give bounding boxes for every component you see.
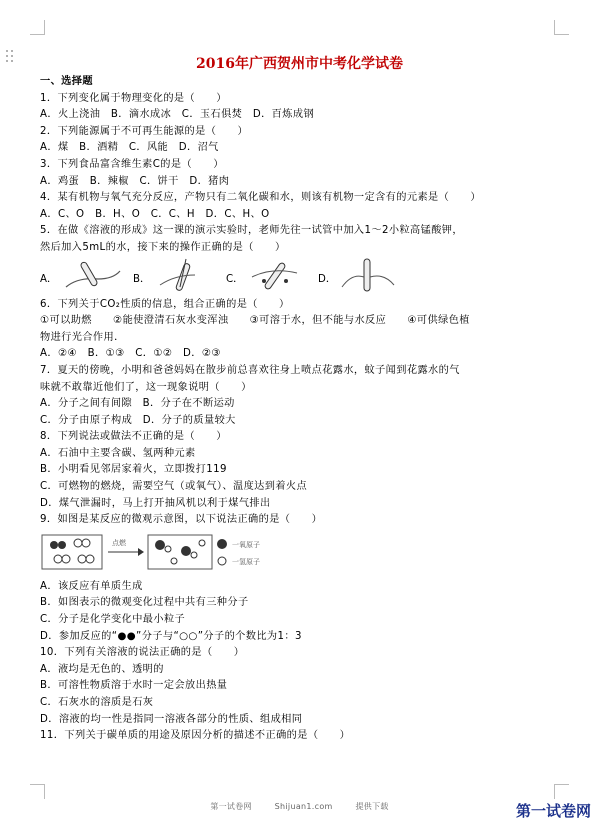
text-line: A．鸡蛋 B．辣椒 C．饼干 D．猪肉 — [40, 175, 230, 187]
questions-6-9 — [40, 297, 565, 529]
molecule-diagram — [40, 529, 370, 577]
q5-option-label: C． — [226, 273, 244, 285]
corner-mark-bottom-left — [30, 784, 45, 799]
text-line: ①可以助燃 ②能使澄清石灰水变浑浊 ③可溶于水，但不能与水反应 ④可供绿色植 — [40, 315, 470, 327]
q5-option-label: D． — [318, 273, 337, 285]
text-line: 味就不敢靠近他们了，这一现象说明（ ） — [40, 381, 252, 393]
section-heading: 一、选择题 — [40, 76, 93, 87]
text-line: 然后加入5mL的水，接下来的操作正确的是（ ） — [40, 241, 286, 253]
q9-reaction-figure — [40, 529, 565, 579]
corner-mark-top-left — [30, 20, 45, 35]
footer-site-name: 第一试卷网 — [210, 802, 252, 811]
text-line: 物进行光合作用． — [40, 331, 125, 343]
footer-site-url[interactable]: Shijuan1.com — [274, 802, 333, 811]
text-line: C．石灰水的溶质是石灰 — [40, 697, 154, 708]
text-line: C．分子由原子构成 D．分子的质量较大 — [40, 414, 236, 426]
text-line: 6．下列关于CO₂性质的信息，组合正确的是（ ） — [40, 298, 290, 310]
text-line: 10．下列有关溶液的说法正确的是（ ） — [40, 647, 245, 659]
q5-option-label: A． — [40, 273, 58, 285]
text-line: 11．下列关于碳单质的用途及原因分析的描述不正确的是（ ） — [40, 730, 351, 742]
text-line: B．可溶性物质溶于水时一定会放出热量 — [40, 680, 228, 692]
text-line: D．参加反应的“●●”分子与“○○”分子的个数比为1：3 — [40, 630, 302, 642]
text-line: B．如图表示的微观变化过程中共有三种分子 — [40, 597, 249, 609]
text-line: 2．下列能源属于不可再生能源的是（ ） — [40, 125, 249, 137]
footer-download-note: 提供下载 — [355, 802, 389, 811]
text-line: A．C、O B．H、O C．C、H D．C、H、O — [40, 208, 270, 220]
questions-1-5 — [40, 91, 565, 257]
test-tube-swirl-figure — [242, 257, 312, 295]
text-line: A．②④ B．①③ C．①② D．②③ — [40, 348, 221, 360]
text-line: A．煤 B．酒精 C．风能 D．沼气 — [40, 142, 219, 154]
corner-mark-top-right — [554, 20, 569, 35]
document-body — [40, 74, 565, 745]
arrow-label: 点燃 — [112, 538, 126, 547]
test-tube-stir-figure — [150, 257, 220, 295]
text-line: 4．某有机物与氧气充分反应，产物只有二氧化碳和水，则该有机物一定含有的元素是（ ） — [40, 192, 481, 204]
text-line: D．溶液的均一性是指同一溶液各部分的性质、组成相同 — [40, 713, 303, 725]
legend-oxygen: 一氧原子 — [232, 540, 260, 549]
brand-logo: 第一试卷网 — [515, 802, 591, 820]
text-line: A．液均是无色的、透明的 — [40, 663, 164, 675]
text-line: A．分子之间有间隙 B．分子在不断运动 — [40, 398, 235, 410]
corner-mark-bottom-right — [554, 784, 569, 799]
legend-hydrogen: 一氢原子 — [232, 557, 260, 566]
q5-options-figures — [40, 257, 565, 297]
text-line: C．分子是化学变化中最小粒子 — [40, 614, 186, 626]
questions-9-11 — [40, 579, 565, 745]
text-line: 5．在做《溶液的形成》这一课的演示实验时，老师先往一试管中加入1～2小粒高锰酸钾， — [40, 225, 463, 237]
page-footer — [0, 801, 599, 812]
text-line: C．可燃物的燃烧，需要空气（或氧气）、温度达到着火点 — [40, 481, 308, 493]
text-line: 9．如图是某反应的微观示意图，以下说法正确的是（ ） — [40, 514, 323, 526]
text-line: A．石油中主要含碳、氢两种元素 — [40, 447, 196, 459]
test-tube-shake-figure — [58, 257, 128, 295]
text-line: A．火上浇油 B．滴水成冰 C．玉石俱焚 D．百炼成钢 — [40, 109, 315, 121]
test-tube-upright-figure — [334, 257, 404, 295]
text-line: B．小明看见邻居家着火，立即拨打119 — [40, 464, 227, 476]
text-line: D．煤气泄漏时，马上打开抽风机以利于煤气排出 — [40, 497, 271, 509]
text-line: 3．下列食品富含维生素C的是（ ） — [40, 158, 224, 170]
text-line: 1．下列变化属于物理变化的是（ ） — [40, 92, 227, 104]
text-line: A．该反应有单质生成 — [40, 580, 143, 592]
q5-option-label: B． — [133, 273, 151, 285]
text-line: 7．夏天的傍晚，小明和爸爸妈妈在散步前总喜欢往身上喷点花露水，蚊子闻到花露水的气 — [40, 364, 460, 376]
text-line: 8．下列说法或做法不正确的是（ ） — [40, 431, 227, 443]
page-title: 2016年广西贺州市中考化学试卷 — [196, 56, 403, 72]
